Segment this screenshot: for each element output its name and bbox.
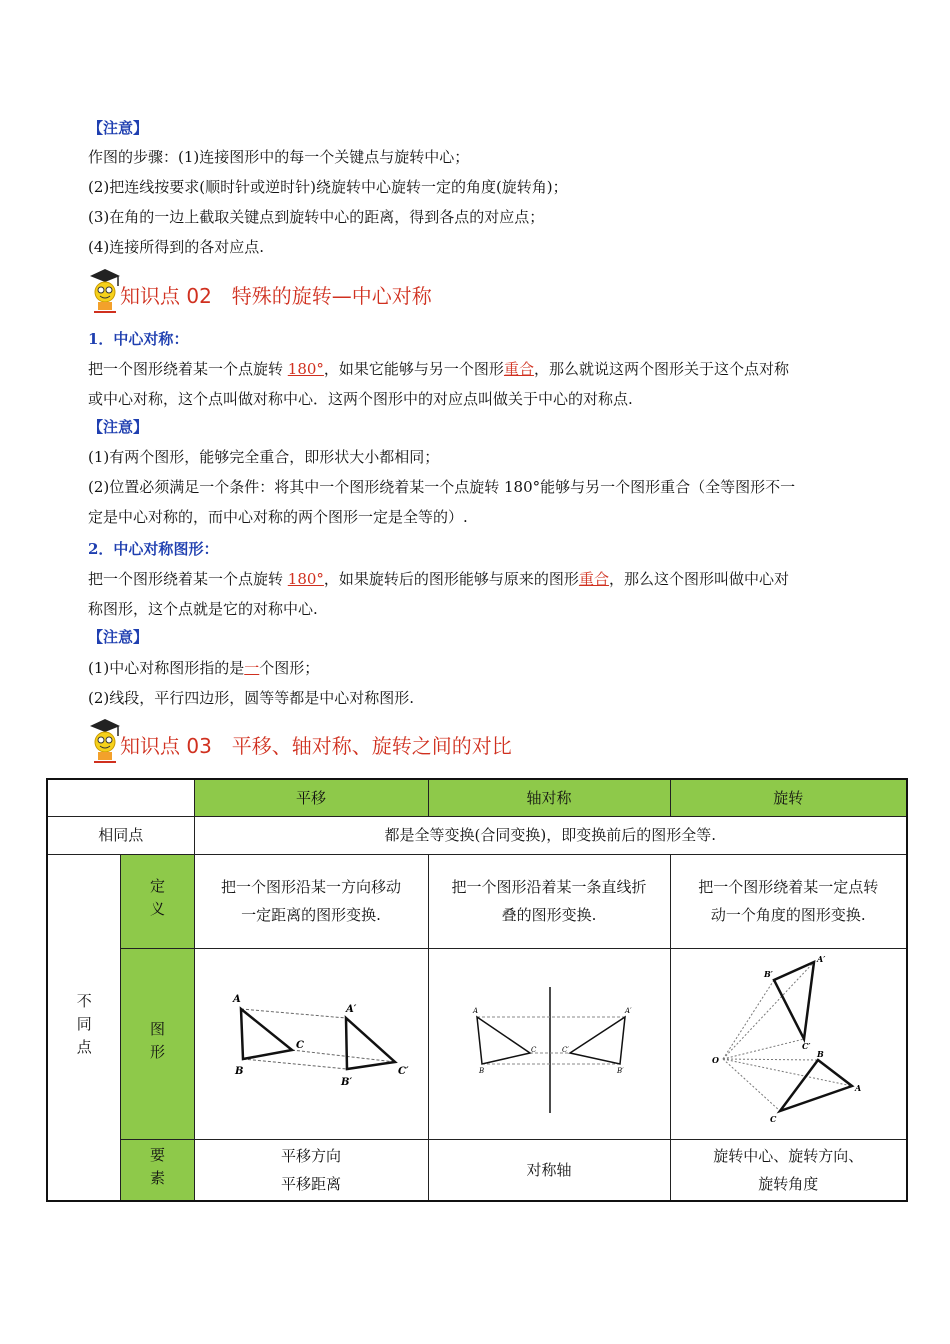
step-2: (2)把连线按要求(顺时针或逆时针)绕旋转中心旋转一定的角度(旋转角)； bbox=[88, 178, 568, 196]
label-B2: B′ bbox=[340, 1076, 352, 1088]
elem-reflection: 对称轴 bbox=[428, 1139, 670, 1201]
fig-rotation-cell bbox=[670, 948, 907, 1139]
note-label-2: 【注意】 bbox=[88, 418, 149, 436]
paragraph-1-line-2: 或中心对称，这个点叫做对称中心．这两个图形中的对应点叫做关于中心的对称点. bbox=[88, 390, 633, 408]
section-title-03: 知识点 03 平移、轴对称、旋转之间的对比 bbox=[120, 734, 512, 758]
elem-translation-line-1: 平移方向 bbox=[280, 1146, 341, 1165]
label-A2: A′ bbox=[345, 1003, 356, 1015]
fig-reflection-cell bbox=[428, 948, 670, 1139]
fig-translation-cell bbox=[194, 948, 428, 1139]
label-C2: C′ bbox=[397, 1065, 409, 1077]
step-1: 作图的步骤：(1)连接图形中的每一个关键点与旋转中心； bbox=[88, 148, 470, 166]
translation-diagram bbox=[195, 949, 429, 1139]
paragraph-2-line-1 bbox=[88, 565, 878, 594]
text: ，那么这个图形叫做中心对 bbox=[608, 570, 789, 588]
elem-label: 要素 bbox=[148, 1146, 166, 1193]
def-translation bbox=[194, 854, 428, 948]
note-2-item-2b: 定是中心对称的，而中心对称的两个图形一定是全等的）. bbox=[88, 508, 468, 526]
label-C2: C′ bbox=[561, 1045, 569, 1054]
graduate-icon bbox=[88, 716, 122, 764]
comparison-table bbox=[46, 778, 908, 1202]
note-2-item-1: (1)有两个图形，能够完全重合，即形状大小都相同； bbox=[88, 448, 440, 466]
elem-translation bbox=[194, 1139, 428, 1201]
note-3-item-1 bbox=[88, 654, 878, 683]
text: 个图形； bbox=[259, 659, 320, 677]
paragraph-1-line-1 bbox=[88, 355, 878, 384]
elem-label-cell bbox=[120, 1139, 194, 1201]
header-reflection: 轴对称 bbox=[428, 779, 670, 816]
subheading-central-symmetry: 1．中心对称： bbox=[88, 330, 189, 348]
label-B: B bbox=[478, 1066, 484, 1075]
section-title-02: 知识点 02 特殊的旋转—中心对称 bbox=[120, 284, 432, 308]
def-text: 把一个图形绕着某一定点转动一个角度的图形变换. bbox=[698, 878, 879, 924]
label-B: B bbox=[234, 1065, 243, 1077]
label-A2: A′ bbox=[816, 953, 825, 964]
same-text: 都是全等变换(合同变换)，即变换前后的图形全等. bbox=[194, 816, 907, 854]
rotation-diagram bbox=[671, 949, 908, 1139]
paragraph-2-line-2: 称图形，这个点就是它的对称中心. bbox=[88, 600, 318, 618]
text: ，如果它能够与另一个图形 bbox=[323, 360, 504, 378]
elem-translation-line-2: 平移距离 bbox=[280, 1174, 341, 1193]
fig-label: 图形 bbox=[148, 1020, 166, 1067]
header-rotation: 旋转 bbox=[670, 779, 907, 816]
note-3-item-2: (2)线段，平行四边形，圆等等都是中心对称图形. bbox=[88, 689, 415, 707]
elem-rotation bbox=[670, 1139, 907, 1201]
graduate-icon bbox=[88, 266, 122, 314]
diff-label: 不同点 bbox=[74, 992, 93, 1062]
highlight-180: 180° bbox=[287, 570, 324, 588]
step-3: (3)在角的一边上截取关键点到旋转中心的距离，得到各点的对应点； bbox=[88, 208, 545, 226]
elem-rotation-line-2: 旋转角度 bbox=[758, 1174, 819, 1193]
text: (1)中心对称图形指的是 bbox=[88, 659, 245, 677]
note-label-1: 【注意】 bbox=[88, 119, 149, 137]
highlight-coincide: 重合 bbox=[578, 570, 609, 588]
def-text: 把一个图形沿着某一条直线折叠的图形变换. bbox=[451, 878, 647, 924]
note-label-3: 【注意】 bbox=[88, 628, 149, 646]
label-O: O bbox=[711, 1054, 719, 1065]
highlight-one: 一 bbox=[244, 659, 260, 677]
text: ，那么就说这两个图形关于这个点对称 bbox=[533, 360, 789, 378]
elem-rotation-line-1: 旋转中心、旋转方向、 bbox=[713, 1146, 864, 1165]
header-translation: 平移 bbox=[194, 779, 428, 816]
label-B: B bbox=[816, 1048, 824, 1059]
label-C2: C′ bbox=[801, 1040, 810, 1051]
step-4: (4)连接所得到的各对应点. bbox=[88, 238, 265, 256]
def-label: 定义 bbox=[148, 878, 166, 924]
text: 把一个图形绕着某一个点旋转 bbox=[88, 360, 288, 378]
highlight-180: 180° bbox=[287, 360, 324, 378]
def-reflection bbox=[428, 854, 670, 948]
label-A: A bbox=[472, 1006, 478, 1015]
def-text: 把一个图形沿某一方向移动一定距离的图形变换. bbox=[220, 878, 401, 924]
text: ，如果旋转后的图形能够与原来的图形 bbox=[323, 570, 579, 588]
label-B2: B′ bbox=[616, 1066, 624, 1075]
def-label-cell bbox=[120, 854, 194, 948]
diff-label-cell bbox=[47, 854, 120, 1201]
label-B2: B′ bbox=[763, 968, 773, 979]
table-corner bbox=[47, 779, 194, 816]
label-C: C bbox=[530, 1045, 536, 1054]
note-2-item-2a: (2)位置必须满足一个条件：将其中一个图形绕着某一个点旋转 180°能够与另一个图形重合（全等图形不一 bbox=[88, 478, 796, 496]
fig-label-cell bbox=[120, 948, 194, 1139]
def-rotation bbox=[670, 854, 907, 948]
label-A: A bbox=[232, 993, 241, 1005]
label-A2: A′ bbox=[624, 1006, 632, 1015]
label-C: C bbox=[295, 1039, 304, 1051]
reflection-diagram bbox=[429, 949, 671, 1139]
highlight-coincide: 重合 bbox=[503, 360, 534, 378]
label-A: A bbox=[854, 1082, 861, 1093]
same-label: 相同点 bbox=[47, 816, 194, 854]
label-C: C bbox=[769, 1113, 776, 1124]
text: 把一个图形绕着某一个点旋转 bbox=[88, 570, 288, 588]
subheading-central-symmetric-figure: 2．中心对称图形： bbox=[88, 540, 219, 558]
